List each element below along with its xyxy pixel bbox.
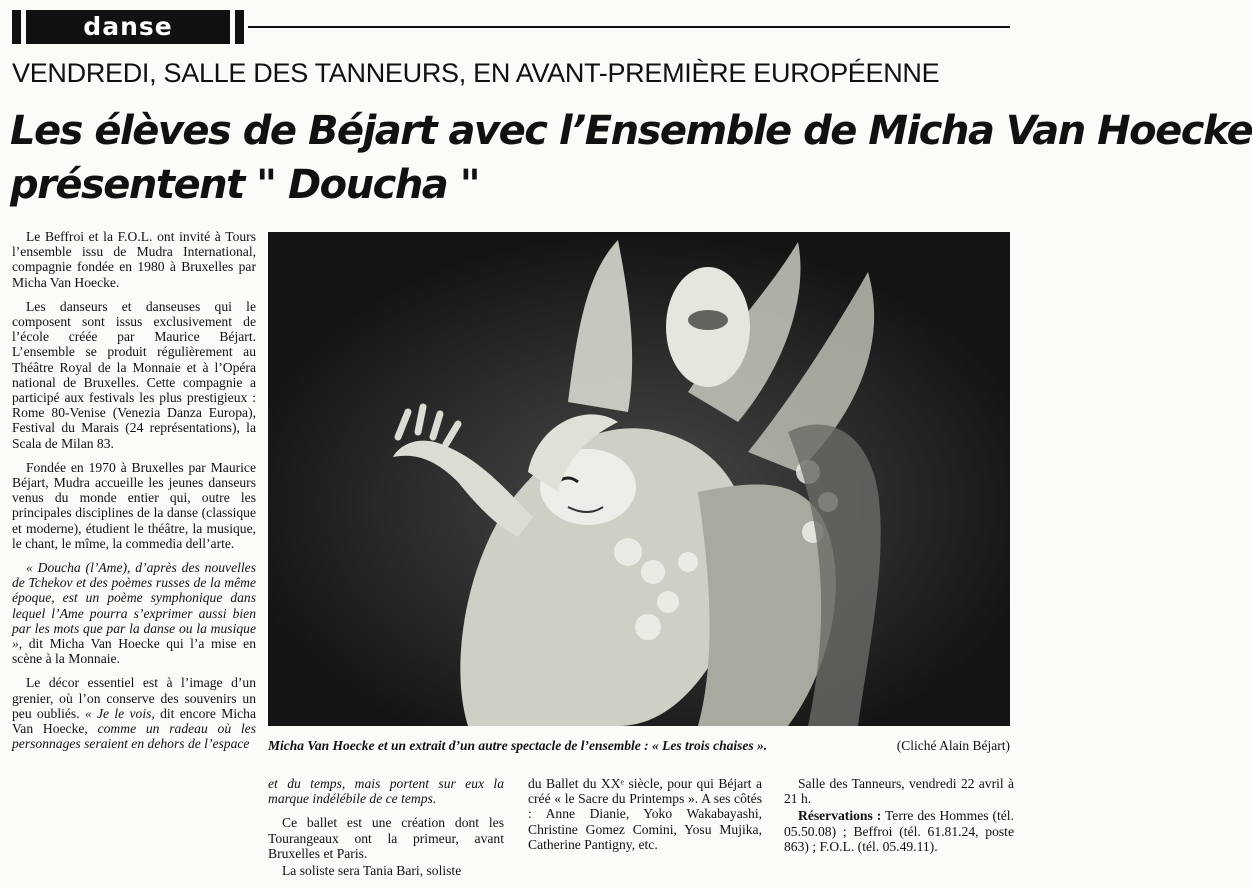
- quote-text: « Je le vois,: [79, 705, 155, 721]
- paragraph: Les danseurs et danseuses qui le composent sont issus exclusivement de l’école créée par Maurice Béjart. L’ensemble se produit régulièrement au Théâtre Royal de la Monnaie et à l’Opéra national de Bruxelles. Cette compagnie a participé aux festivals les plus prestigieux : Rome 80-Venise (Venezia Danza Europa), Festival du Marais (24 représentations), la Scala de Milan 83.: [12, 298, 256, 451]
- article-column-4: [784, 776, 1014, 863]
- kicker-subtitle: VENDREDI, SALLE DES TANNEURS, EN AVANT-PREMIÈRE EUROPÉENNE: [12, 58, 940, 88]
- text-span: dit encore Micha Van Hoecke,: [12, 705, 256, 737]
- paragraph: [12, 675, 256, 751]
- section-label: danse: [26, 10, 230, 44]
- paragraph-venue: Salle des Tanneurs, vendredi 22 avril à 21 h.: [784, 776, 1014, 807]
- headline: [10, 104, 1252, 212]
- paragraph-reservations: [784, 808, 1014, 854]
- article-column-3: [528, 776, 762, 861]
- reservations-label: Réservations :: [798, 808, 882, 824]
- paragraph: et du temps, mais portent sur eux la marque indélébile de ce temps.: [268, 776, 504, 807]
- rubric-left-bar: [12, 10, 21, 44]
- section-rubric: [12, 10, 244, 44]
- paragraph: La soliste sera Tania Bari, soliste: [282, 863, 462, 879]
- paragraph: Le Beffroi et la F.O.L. ont invité à Tours l’ensemble issu de Mudra International, compagnie fondée en 1980 à Bruxelles par Micha Van Hoecke.: [12, 229, 256, 290]
- headline-line-2: présentent " Doucha ": [10, 162, 480, 208]
- article-column-2: [268, 776, 504, 887]
- quote-text: « Doucha (l’Ame), d’après des nouvelles de Tchekov et des poèmes russes de la même époque, est un poème symphonique dans lequel l’Ame pourra s’exprimer aussi bien par les mots que par la danse ou la musique »,: [12, 560, 256, 652]
- reservations-text: Terre des Hommes (tél. 05.50.08) ; Beffroi (tél. 61.81.24, poste 863) ; F.O.L. (tél. 05.49.11).: [784, 808, 1014, 854]
- caption-text: Micha Van Hoecke et un extrait d’un autre spectacle de l’ensemble : « Les trois chaises ».: [268, 738, 768, 753]
- paragraph-quote: [12, 560, 256, 666]
- attribution-text: dit Micha Van Hoecke qui l’a mise en scène à la Monnaie.: [12, 636, 256, 667]
- photo-credit: (Cliché Alain Béjart): [896, 738, 1010, 753]
- paragraph: Ce ballet est une création dont les Tourangeaux ont la primeur, avant Bruxelles et Paris.: [268, 815, 504, 861]
- paragraph: du Ballet du XXᵉ siècle, pour qui Béjart a créé « le Sacre du Printemps ». A ses côtés : Anne Dianie, Yoko Wakabayashi, Christine Gomez Comini, Yosu Mujika, Catherine Pantigny, etc.: [528, 776, 762, 852]
- article-column-1: [12, 229, 256, 761]
- paragraph: Fondée en 1970 à Bruxelles par Maurice Béjart, Mudra accueille les jeunes danseurs venus du monde entier qui, outre les principales disciplines de la danse (classique et moderne), étudient le théâtre, la musique, le chant, le mîme, la commedia dell’arte.: [12, 459, 256, 551]
- quote-text: comme un radeau où les personnages seraient en dehors de l’espace: [12, 721, 256, 752]
- text-span: Le décor essentiel est à l’image d’un grenier, où l’on conserve des souvenirs un peu oubliés.: [12, 675, 256, 721]
- header-rule: [248, 26, 1010, 28]
- dance-photo: [268, 232, 1010, 726]
- headline-line-1: Les élèves de Béjart avec l’Ensemble de Micha Van Hoecke: [10, 108, 1252, 154]
- photo-illustration: [268, 232, 1010, 726]
- rubric-right-bar: [235, 10, 244, 44]
